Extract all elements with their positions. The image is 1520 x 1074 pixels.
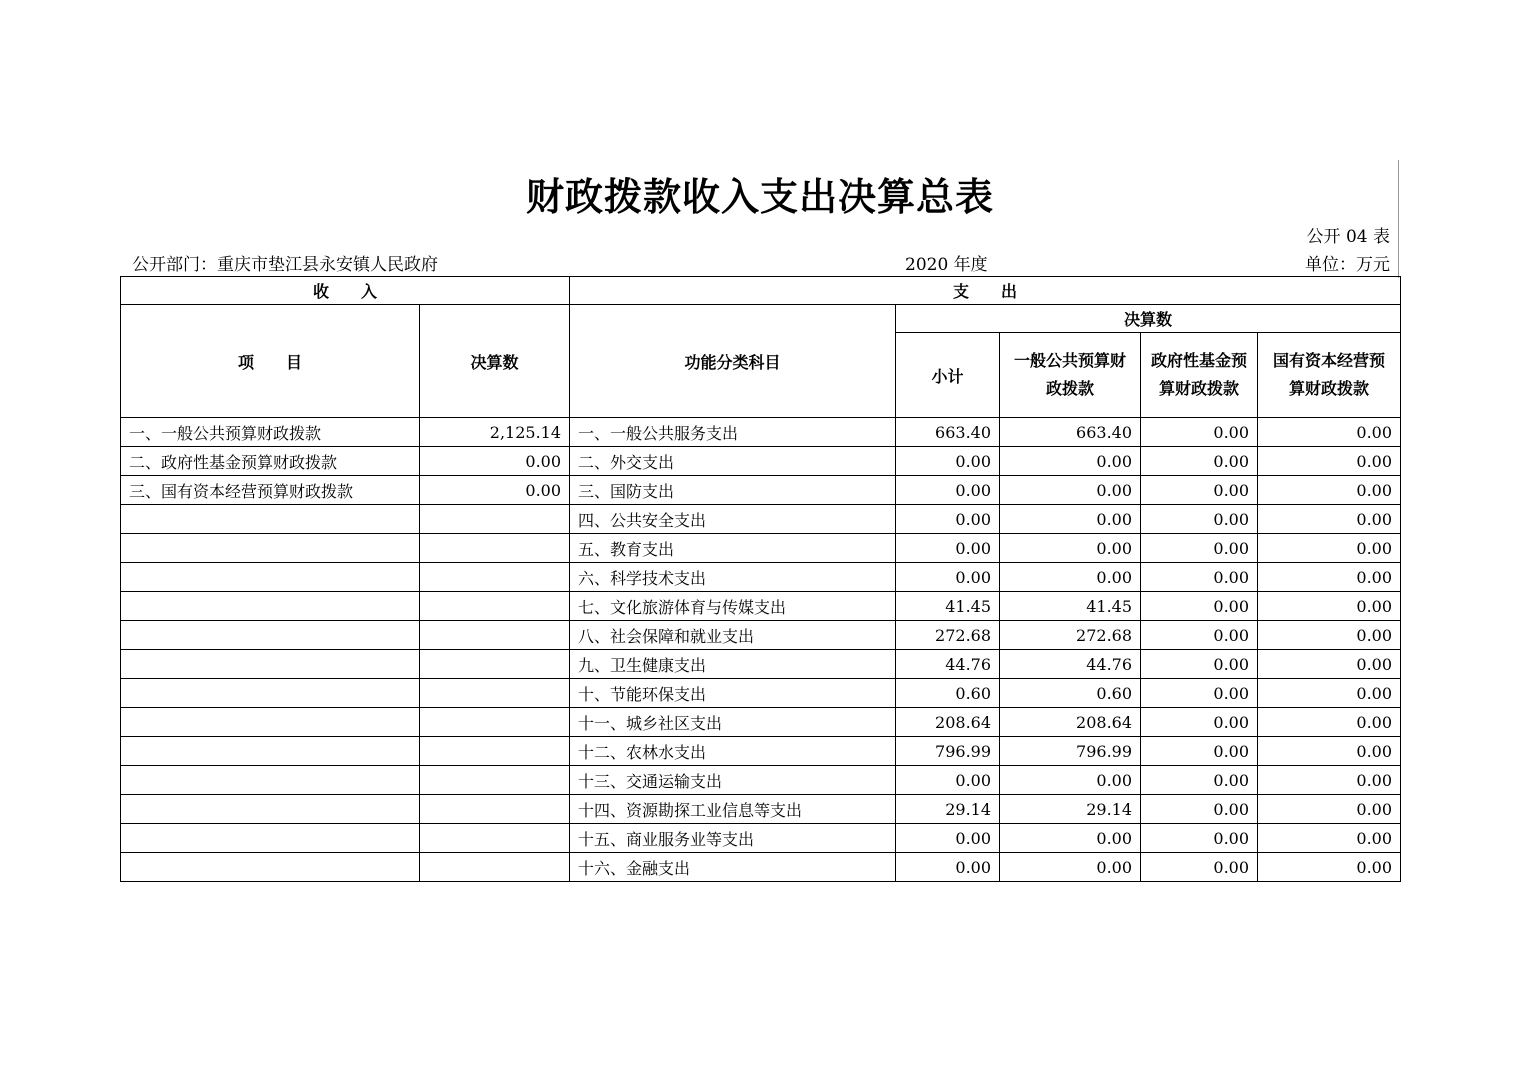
income-amount-cell — [420, 650, 570, 679]
income-item-cell: 二、政府性基金预算财政拨款 — [121, 447, 420, 476]
income-amount-cell — [420, 505, 570, 534]
state-capital-cell: 0.00 — [1258, 534, 1401, 563]
income-item-cell — [121, 592, 420, 621]
subtotal-cell: 796.99 — [896, 737, 1000, 766]
subtotal-cell: 208.64 — [896, 708, 1000, 737]
general-budget-cell: 0.00 — [1000, 766, 1141, 795]
general-budget-cell: 0.00 — [1000, 534, 1141, 563]
general-budget-cell: 796.99 — [1000, 737, 1141, 766]
gov-fund-cell: 0.00 — [1141, 505, 1258, 534]
subtotal-header: 小计 — [896, 333, 1000, 418]
subtotal-cell: 0.00 — [896, 476, 1000, 505]
table-row — [121, 505, 1401, 534]
report-meta — [132, 250, 1390, 274]
income-item-cell — [121, 795, 420, 824]
subtotal-cell: 0.00 — [896, 505, 1000, 534]
general-budget-header: 一般公共预算财政拨款 — [1000, 333, 1141, 418]
table-row — [121, 447, 1401, 476]
income-item-cell — [121, 679, 420, 708]
table-row — [121, 476, 1401, 505]
general-budget-cell: 663.40 — [1000, 418, 1141, 447]
state-capital-cell: 0.00 — [1258, 824, 1401, 853]
subtotal-cell: 0.00 — [896, 447, 1000, 476]
income-item-cell — [121, 505, 420, 534]
table-row — [121, 592, 1401, 621]
gov-fund-cell: 0.00 — [1141, 650, 1258, 679]
gov-fund-cell: 0.00 — [1141, 534, 1258, 563]
category-cell: 十六、金融支出 — [570, 853, 896, 882]
income-amount-cell — [420, 766, 570, 795]
general-budget-cell: 208.64 — [1000, 708, 1141, 737]
state-capital-cell: 0.00 — [1258, 418, 1401, 447]
table-row — [121, 650, 1401, 679]
category-cell: 十四、资源勘探工业信息等支出 — [570, 795, 896, 824]
table-row — [121, 679, 1401, 708]
state-capital-cell: 0.00 — [1258, 505, 1401, 534]
subtotal-cell: 0.00 — [896, 534, 1000, 563]
category-cell: 六、科学技术支出 — [570, 563, 896, 592]
table-row — [121, 737, 1401, 766]
subtotal-cell: 272.68 — [896, 621, 1000, 650]
item-header: 项 目 — [121, 305, 420, 418]
table-row — [121, 766, 1401, 795]
category-cell: 二、外交支出 — [570, 447, 896, 476]
income-amount-cell: 2,125.14 — [420, 418, 570, 447]
general-budget-cell: 29.14 — [1000, 795, 1141, 824]
table-row — [121, 621, 1401, 650]
budget-table — [120, 276, 1401, 882]
general-budget-cell: 44.76 — [1000, 650, 1141, 679]
general-budget-cell: 0.00 — [1000, 563, 1141, 592]
general-budget-cell: 272.68 — [1000, 621, 1141, 650]
category-cell: 三、国防支出 — [570, 476, 896, 505]
fiscal-year: 2020 年度 — [905, 255, 988, 275]
gov-fund-cell: 0.00 — [1141, 824, 1258, 853]
general-budget-cell: 0.00 — [1000, 447, 1141, 476]
gov-fund-cell: 0.00 — [1141, 766, 1258, 795]
income-amount-cell — [420, 853, 570, 882]
function-category-header: 功能分类科目 — [570, 305, 896, 418]
gov-fund-cell: 0.00 — [1141, 621, 1258, 650]
category-cell: 四、公共安全支出 — [570, 505, 896, 534]
income-amount-cell — [420, 737, 570, 766]
category-cell: 十五、商业服务业等支出 — [570, 824, 896, 853]
general-budget-cell: 41.45 — [1000, 592, 1141, 621]
general-budget-cell: 0.60 — [1000, 679, 1141, 708]
gov-fund-cell: 0.00 — [1141, 737, 1258, 766]
header-row-2 — [121, 305, 1401, 333]
gov-fund-cell: 0.00 — [1141, 708, 1258, 737]
final-amount-header: 决算数 — [896, 305, 1401, 333]
income-amount-cell — [420, 824, 570, 853]
category-cell: 九、卫生健康支出 — [570, 650, 896, 679]
state-capital-cell: 0.00 — [1258, 737, 1401, 766]
department-label: 公开部门：重庆市垫江县永安镇人民政府 — [132, 255, 438, 275]
gov-fund-cell: 0.00 — [1141, 679, 1258, 708]
income-header: 收 入 — [121, 277, 570, 305]
state-capital-cell: 0.00 — [1258, 853, 1401, 882]
category-cell: 十三、交通运输支出 — [570, 766, 896, 795]
table-row — [121, 853, 1401, 882]
category-cell: 十二、农林水支出 — [570, 737, 896, 766]
expense-header: 支 出 — [570, 277, 1401, 305]
income-item-cell — [121, 853, 420, 882]
income-item-cell — [121, 534, 420, 563]
income-item-cell — [121, 621, 420, 650]
gov-fund-cell: 0.00 — [1141, 853, 1258, 882]
subtotal-cell: 29.14 — [896, 795, 1000, 824]
income-amount-cell — [420, 621, 570, 650]
state-capital-cell: 0.00 — [1258, 563, 1401, 592]
general-budget-cell: 0.00 — [1000, 824, 1141, 853]
gov-fund-cell: 0.00 — [1141, 447, 1258, 476]
income-item-cell: 一、一般公共预算财政拨款 — [121, 418, 420, 447]
unit-label: 单位：万元 — [1305, 255, 1390, 275]
gov-fund-cell: 0.00 — [1141, 418, 1258, 447]
subtotal-cell: 0.00 — [896, 853, 1000, 882]
income-item-cell — [121, 563, 420, 592]
income-amount-header: 决算数 — [420, 305, 570, 418]
state-capital-cell: 0.00 — [1258, 476, 1401, 505]
gov-fund-header: 政府性基金预算财政拨款 — [1141, 333, 1258, 418]
income-amount-cell: 0.00 — [420, 447, 570, 476]
income-amount-cell — [420, 563, 570, 592]
state-capital-cell: 0.00 — [1258, 447, 1401, 476]
income-amount-cell — [420, 679, 570, 708]
income-item-cell — [121, 737, 420, 766]
income-item-cell — [121, 766, 420, 795]
general-budget-cell: 0.00 — [1000, 476, 1141, 505]
table-row — [121, 824, 1401, 853]
general-budget-cell: 0.00 — [1000, 505, 1141, 534]
state-capital-cell: 0.00 — [1258, 679, 1401, 708]
income-amount-cell — [420, 708, 570, 737]
state-capital-cell: 0.00 — [1258, 795, 1401, 824]
gov-fund-cell: 0.00 — [1141, 476, 1258, 505]
income-item-cell: 三、国有资本经营预算财政拨款 — [121, 476, 420, 505]
state-capital-cell: 0.00 — [1258, 621, 1401, 650]
subtotal-cell: 0.00 — [896, 824, 1000, 853]
table-row — [121, 418, 1401, 447]
subtotal-cell: 44.76 — [896, 650, 1000, 679]
income-amount-cell — [420, 795, 570, 824]
page-title: 财政拨款收入支出决算总表 — [525, 174, 994, 219]
category-cell: 八、社会保障和就业支出 — [570, 621, 896, 650]
income-amount-cell: 0.00 — [420, 476, 570, 505]
table-row — [121, 563, 1401, 592]
category-cell: 十、节能环保支出 — [570, 679, 896, 708]
gov-fund-cell: 0.00 — [1141, 563, 1258, 592]
state-capital-cell: 0.00 — [1258, 708, 1401, 737]
income-item-cell — [121, 824, 420, 853]
subtotal-cell: 0.60 — [896, 679, 1000, 708]
income-amount-cell — [420, 592, 570, 621]
income-item-cell — [121, 708, 420, 737]
category-cell: 五、教育支出 — [570, 534, 896, 563]
state-capital-cell: 0.00 — [1258, 592, 1401, 621]
income-amount-cell — [420, 534, 570, 563]
state-capital-cell: 0.00 — [1258, 650, 1401, 679]
subtotal-cell: 0.00 — [896, 766, 1000, 795]
category-cell: 十一、城乡社区支出 — [570, 708, 896, 737]
form-number: 公开 04 表 — [1306, 227, 1390, 247]
header-row-1 — [121, 277, 1401, 305]
gov-fund-cell: 0.00 — [1141, 592, 1258, 621]
state-capital-header: 国有资本经营预算财政拨款 — [1258, 333, 1401, 418]
table-row — [121, 708, 1401, 737]
income-item-cell — [121, 650, 420, 679]
table-row — [121, 795, 1401, 824]
subtotal-cell: 0.00 — [896, 563, 1000, 592]
state-capital-cell: 0.00 — [1258, 766, 1401, 795]
subtotal-cell: 41.45 — [896, 592, 1000, 621]
table-row — [121, 534, 1401, 563]
category-cell: 一、一般公共服务支出 — [570, 418, 896, 447]
gov-fund-cell: 0.00 — [1141, 795, 1258, 824]
category-cell: 七、文化旅游体育与传媒支出 — [570, 592, 896, 621]
subtotal-cell: 663.40 — [896, 418, 1000, 447]
general-budget-cell: 0.00 — [1000, 853, 1141, 882]
